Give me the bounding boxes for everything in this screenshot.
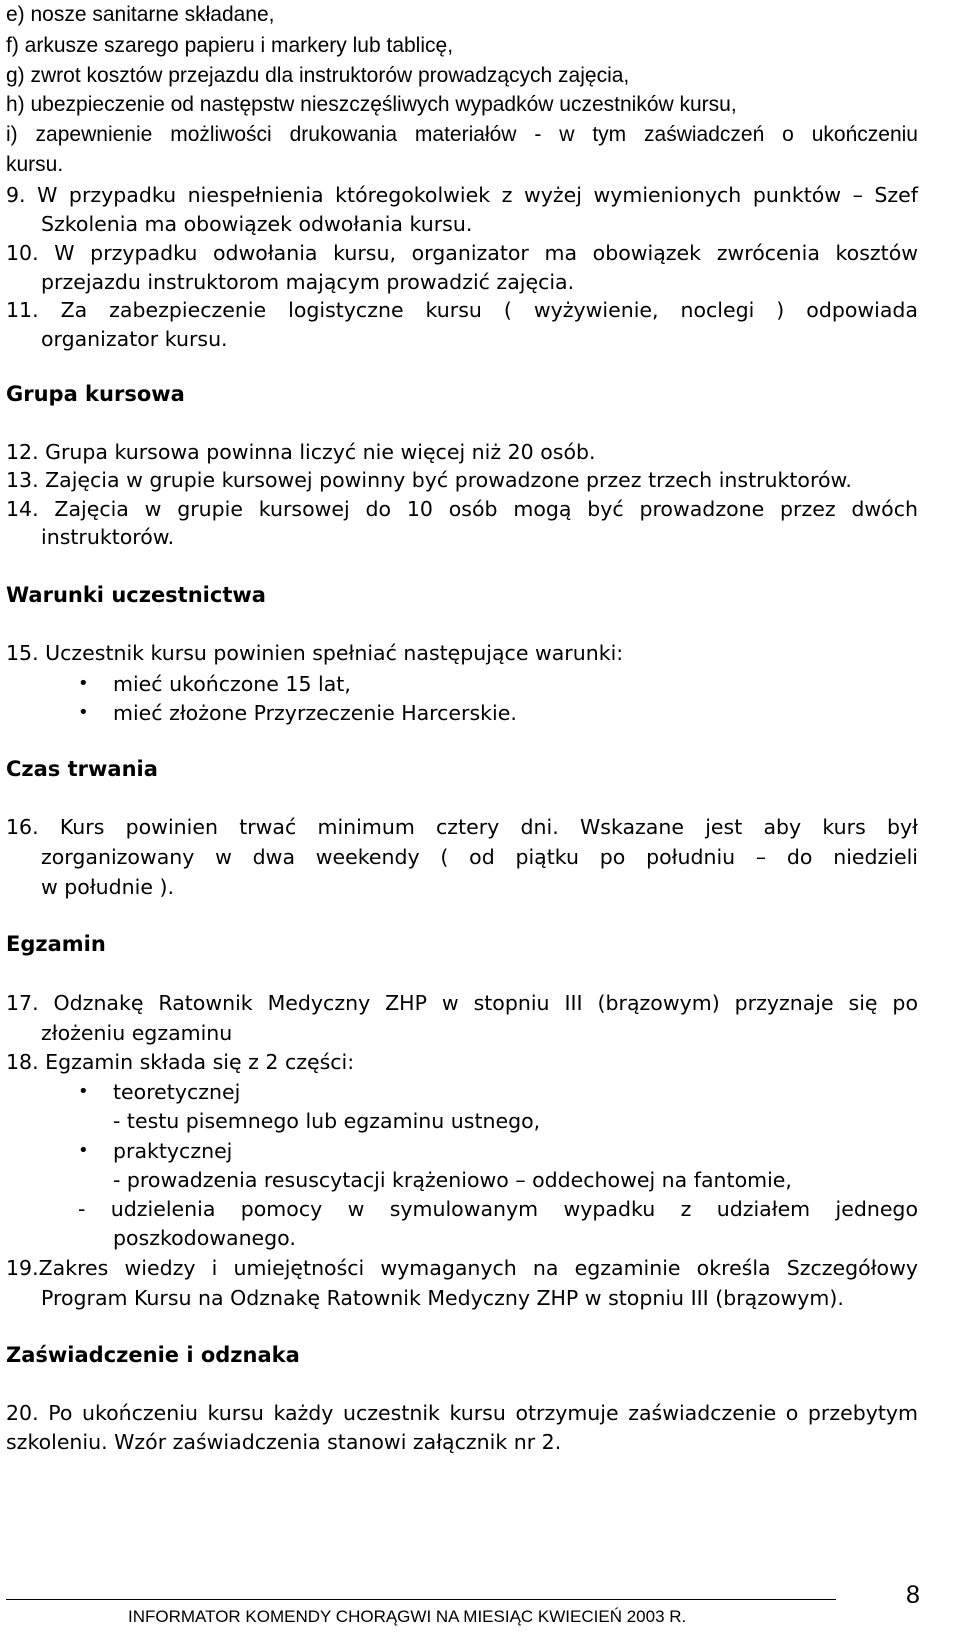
list-item-i-line2: kursu. — [6, 153, 64, 176]
item-11-line2: organizator kursu. — [41, 327, 228, 351]
heading-grupa-kursowa: Grupa kursowa — [6, 382, 185, 406]
bullet-icon: • — [78, 1081, 89, 1102]
bullet-icon: • — [78, 702, 89, 723]
item-9-line1: 9. W przypadku niespełnienia któregokolwiek z wyżej wymienionych punktów – Szef — [6, 183, 918, 207]
footer-text: INFORMATOR KOMENDY CHORĄGWI NA MIESIĄC KWIECIEŃ 2003 R. — [128, 1607, 687, 1626]
item-18: 18. Egzamin składa się z 2 części: — [6, 1050, 355, 1074]
footer-rule — [6, 1599, 836, 1600]
item-14-line2: instruktorów. — [41, 525, 175, 549]
item-14-line1: 14. Zajęcia w grupie kursowej do 10 osób mogą być prowadzone przez dwóch — [6, 497, 918, 521]
item-20-line2: szkoleniu. Wzór zaświadczenia stanowi załącznik nr 2. — [6, 1430, 562, 1454]
item-19-line1: 19.Zakres wiedzy i umiejętności wymaganych na egzaminie określa Szczegółowy — [6, 1256, 918, 1280]
heading-czas-trwania: Czas trwania — [6, 757, 158, 781]
list-item-h: h) ubezpieczenie od następstw nieszczęśliwych wypadków uczestników kursu, — [6, 93, 737, 116]
item-20-line1: 20. Po ukończeniu kursu każdy uczestnik kursu otrzymuje zaświadczenie o przebytym — [6, 1401, 918, 1425]
item-15: 15. Uczestnik kursu powinien spełniać następujące warunki: — [6, 641, 624, 665]
heading-zaswiadczenie-i-odznaka: Zaświadczenie i odznaka — [6, 1343, 300, 1367]
item-18-bullet-1: teoretycznej — [113, 1080, 241, 1104]
item-19-line2: Program Kursu na Odznakę Ratownik Medyczny ZHP w stopniu III (brązowym). — [41, 1286, 844, 1310]
item-9-line2: Szkolenia ma obowiązek odwołania kursu. — [41, 212, 473, 236]
list-item-g: g) zwrot kosztów przejazdu dla instruktorów prowadzących zajęcia, — [6, 64, 630, 87]
item-18-bullet-2-sub2-line2: poszkodowanego. — [113, 1226, 296, 1250]
item-16-line1: 16. Kurs powinien trwać minimum cztery dni. Wskazane jest aby kurs był — [6, 815, 918, 839]
item-10-line1: 10. W przypadku odwołania kursu, organizator ma obowiązek zwrócenia kosztów — [6, 241, 918, 265]
list-item-e: e) nosze sanitarne składane, — [6, 3, 275, 26]
item-17-line1: 17. Odznakę Ratownik Medyczny ZHP w stopniu III (brązowym) przyznaje się po — [6, 991, 918, 1015]
item-13: 13. Zajęcia w grupie kursowej powinny być prowadzone przez trzech instruktorów. — [6, 468, 852, 492]
item-11-line1: 11. Za zabezpieczenie logistyczne kursu ( wyżywienie, noclegi ) odpowiada — [6, 298, 918, 322]
list-item-i-line1: i) zapewnienie możliwości drukowania materiałów - w tym zaświadczeń o ukończeniu — [6, 123, 918, 146]
item-17-line2: złożeniu egzaminu — [41, 1021, 233, 1045]
page-number: 8 — [906, 1581, 920, 1609]
item-18-bullet-2: praktycznej — [113, 1139, 233, 1163]
list-item-f: f) arkusze szarego papieru i markery lub tablicę, — [6, 34, 454, 57]
item-15-bullet-2: mieć złożone Przyrzeczenie Harcerskie. — [113, 701, 517, 725]
item-16-line2: zorganizowany w dwa weekendy ( od piątku po południu – do niedzieli — [41, 845, 918, 869]
heading-warunki-uczestnictwa: Warunki uczestnictwa — [6, 583, 266, 607]
bullet-icon: • — [78, 673, 89, 694]
item-15-bullet-1: mieć ukończone 15 lat, — [113, 672, 351, 696]
item-12: 12. Grupa kursowa powinna liczyć nie więcej niż 20 osób. — [6, 440, 596, 464]
item-10-line2: przejazdu instruktorom mającym prowadzić zajęcia. — [41, 270, 575, 294]
item-18-bullet-2-sub1: - prowadzenia resuscytacji krążeniowo – oddechowej na fantomie, — [113, 1168, 792, 1192]
bullet-icon: • — [78, 1140, 89, 1161]
item-16-line3: w południe ). — [41, 875, 174, 899]
item-18-bullet-1-sub: - testu pisemnego lub egzaminu ustnego, — [113, 1109, 541, 1133]
heading-egzamin: Egzamin — [6, 932, 106, 956]
item-18-bullet-2-sub2-line1: - udzielenia pomocy w symulowanym wypadku z udziałem jednego — [78, 1197, 918, 1221]
